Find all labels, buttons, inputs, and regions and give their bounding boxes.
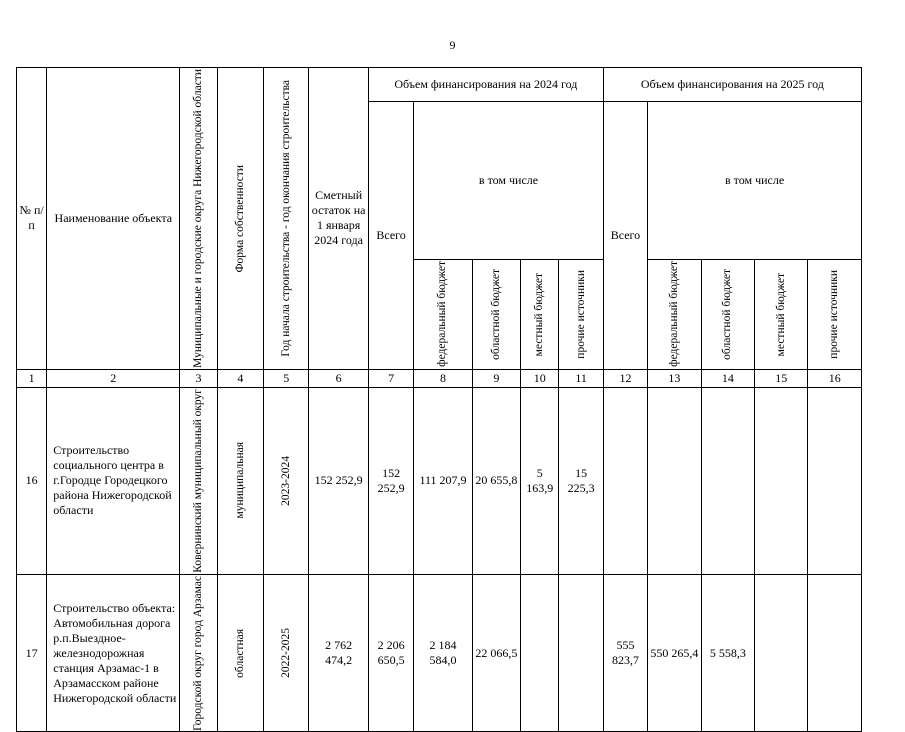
total-2024: 152 252,9 (368, 387, 413, 574)
column-number: 9 (472, 369, 520, 387)
header-including-2024: в том числе (414, 102, 604, 260)
row-number: 16 (17, 387, 47, 574)
district: Городской округ город Арзамас (180, 574, 217, 732)
other-2024 (559, 574, 603, 732)
header-years: Год начала строительства - год окончания строительства (264, 68, 309, 370)
header-district: Муниципальные и городские округа Нижегородской области (180, 68, 217, 370)
column-number: 4 (217, 369, 263, 387)
column-number: 12 (603, 369, 647, 387)
other-2025 (808, 387, 862, 574)
header-other-2025: прочие источники (808, 259, 862, 369)
ownership: областная (217, 574, 263, 732)
column-number: 7 (368, 369, 413, 387)
header-other-2024: прочие источники (559, 259, 603, 369)
column-number-row (17, 369, 862, 387)
district: Ковернинский муниципальный округ (180, 387, 217, 574)
header-estimate: Сметный остаток на 1 января 2024 года (309, 68, 368, 370)
column-number: 10 (521, 369, 559, 387)
column-number: 8 (414, 369, 472, 387)
header-total-2024: Всего (368, 102, 413, 370)
local-2024: 5 163,9 (521, 387, 559, 574)
header-ownership: Форма собственности (217, 68, 263, 370)
object-name: Строительство объекта: Автомобильная дорога р.п.Выездное-железнодорожная станция Арзамас-1 в Арзамасском районе Нижегородской области (47, 574, 180, 732)
financing-table (16, 67, 862, 732)
table-row (17, 387, 862, 574)
column-number: 1 (17, 369, 47, 387)
header-group-2024: Объем финансирования на 2024 год (368, 68, 603, 102)
federal-2025: 550 265,4 (648, 574, 701, 732)
regional-2025 (701, 387, 754, 574)
federal-2024: 111 207,9 (414, 387, 472, 574)
estimate: 2 762 474,2 (309, 574, 368, 732)
federal-2024: 2 184 584,0 (414, 574, 472, 732)
column-number: 16 (808, 369, 862, 387)
header-total-2025: Всего (603, 102, 647, 370)
column-number: 6 (309, 369, 368, 387)
header-federal-2025: федеральный бюджет (648, 259, 701, 369)
header-federal-2024: федеральный бюджет (414, 259, 472, 369)
column-number: 13 (648, 369, 701, 387)
years: 2022-2025 (264, 574, 309, 732)
page-number: 9 (449, 38, 456, 52)
header-regional-2024: областной бюджет (472, 259, 520, 369)
local-2025 (755, 574, 808, 732)
header-local-2025: местный бюджет (755, 259, 808, 369)
header-object-name: Наименование объекта (47, 68, 180, 370)
total-2025: 555 823,7 (603, 574, 647, 732)
other-2025 (808, 574, 862, 732)
local-2024 (521, 574, 559, 732)
regional-2024: 22 066,5 (472, 574, 520, 732)
other-2024: 15 225,3 (559, 387, 603, 574)
ownership: муниципальная (217, 387, 263, 574)
header-regional-2025: областной бюджет (701, 259, 754, 369)
total-2024: 2 206 650,5 (368, 574, 413, 732)
column-number: 15 (755, 369, 808, 387)
local-2025 (755, 387, 808, 574)
column-number: 5 (264, 369, 309, 387)
regional-2024: 20 655,8 (472, 387, 520, 574)
object-name: Строительство социального центра в г.Городце Городецкого района Нижегородской области (47, 387, 180, 574)
total-2025 (603, 387, 647, 574)
header-including-2025: в том числе (648, 102, 862, 260)
table-row (17, 574, 862, 732)
column-number: 2 (47, 369, 180, 387)
header-local-2024: местный бюджет (521, 259, 559, 369)
column-number: 11 (559, 369, 603, 387)
header-group-2025: Объем финансирования на 2025 год (603, 68, 861, 102)
estimate: 152 252,9 (309, 387, 368, 574)
row-number: 17 (17, 574, 47, 732)
federal-2025 (648, 387, 701, 574)
header-number: № п/п (17, 68, 47, 370)
column-number: 14 (701, 369, 754, 387)
regional-2025: 5 558,3 (701, 574, 754, 732)
years: 2023-2024 (264, 387, 309, 574)
column-number: 3 (180, 369, 217, 387)
